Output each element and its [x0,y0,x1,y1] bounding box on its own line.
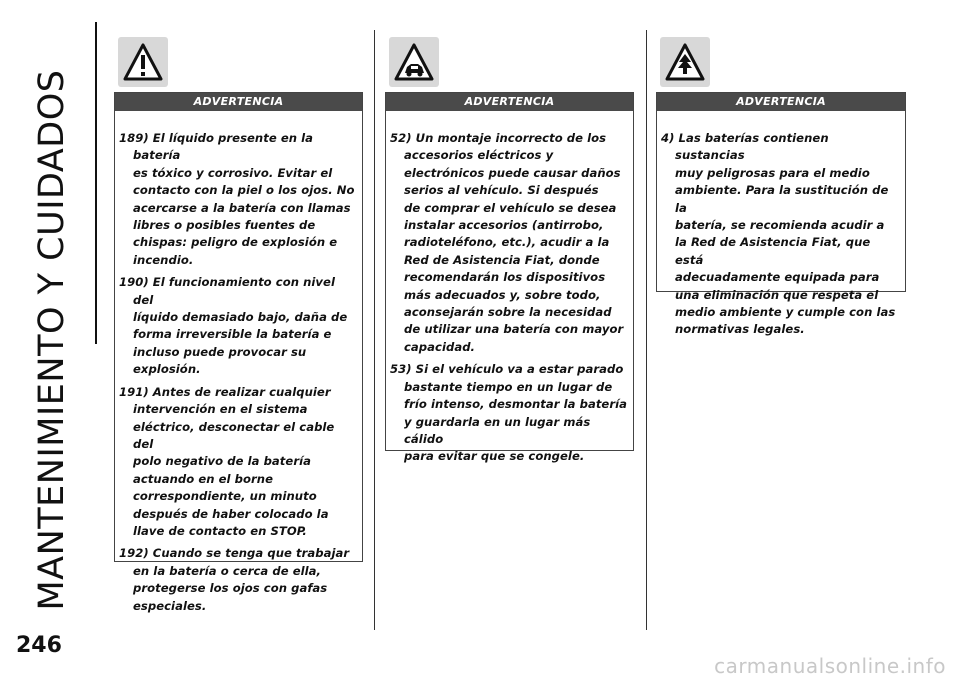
side-rule [95,22,97,344]
environment-tree-icon [659,36,711,88]
warning-header: ADVERTENCIA [386,93,633,111]
warning-item: 189) El líquido presente en la batería es tóxico y corrosivo. Evitar el contacto con la piel o los ojos. No acercarse a la batería con llamas libres o posibles fuentes de chispas: peligro de explosión e incendio. [119,131,355,267]
page-number: 246 [16,633,62,658]
warning-header: ADVERTENCIA [115,93,362,111]
warning-header: ADVERTENCIA [657,93,905,111]
column-divider [374,30,375,630]
warning-box [656,92,906,337]
warning-box [114,92,363,613]
watermark: carmanualsonline.info [714,654,946,678]
section-title: MANTENIMIENTO Y CUIDADOS [32,69,72,611]
warning-item: 4) Las baterías contienen sustancias muy peligrosas para el medio ambiente. Para la sustitución de la batería, se recomienda acudir a la Red de Asistencia Fiat, que está adecuadamente equipada para una eliminación que respeta el medio ambiente y cumple con las normativas legales. [661,131,896,337]
warning-item: 53) Si el vehículo va a estar parado bastante tiempo en un lugar de frío intenso, desmontar la batería y guardarla en un lugar más cálido para evitar que se congele. [390,362,627,464]
warning-body [657,111,905,352]
warning-body [115,111,362,628]
exclamation-warning-icon [117,36,169,88]
warning-item: 52) Un montaje incorrecto de los accesorios eléctricos y electrónicos puede causar daños serios al vehículo. Si después de comprar el vehículo se desea instalar accesorios (antirrobo, radioteléfono, etc.), acudir a la Red de Asistencia Fiat, donde recomendarán los dispositivos más adecuados y, sobre todo, aconsejarán sobre la necesidad de utilizar una batería con mayor capacidad. [390,131,624,354]
warning-box [385,92,634,464]
car-warning-icon [388,36,440,88]
warning-item: 190) El funcionamiento con nivel del líquido demasiado bajo, daña de forma irreversible la batería e incluso puede provocar su explosión. [119,275,348,377]
warning-body [386,111,633,479]
column-divider [646,30,647,630]
warning-item: 192) Cuando se tenga que trabajar en la batería o cerca de ella, protegerse los ojos con gafas especiales. [119,546,350,613]
warning-item: 191) Antes de realizar cualquier intervención en el sistema eléctrico, desconectar el cable del polo negativo de la batería actuando en el borne correspondiente, un minuto después de haber colocado la llave de contacto en STOP. [119,384,335,538]
